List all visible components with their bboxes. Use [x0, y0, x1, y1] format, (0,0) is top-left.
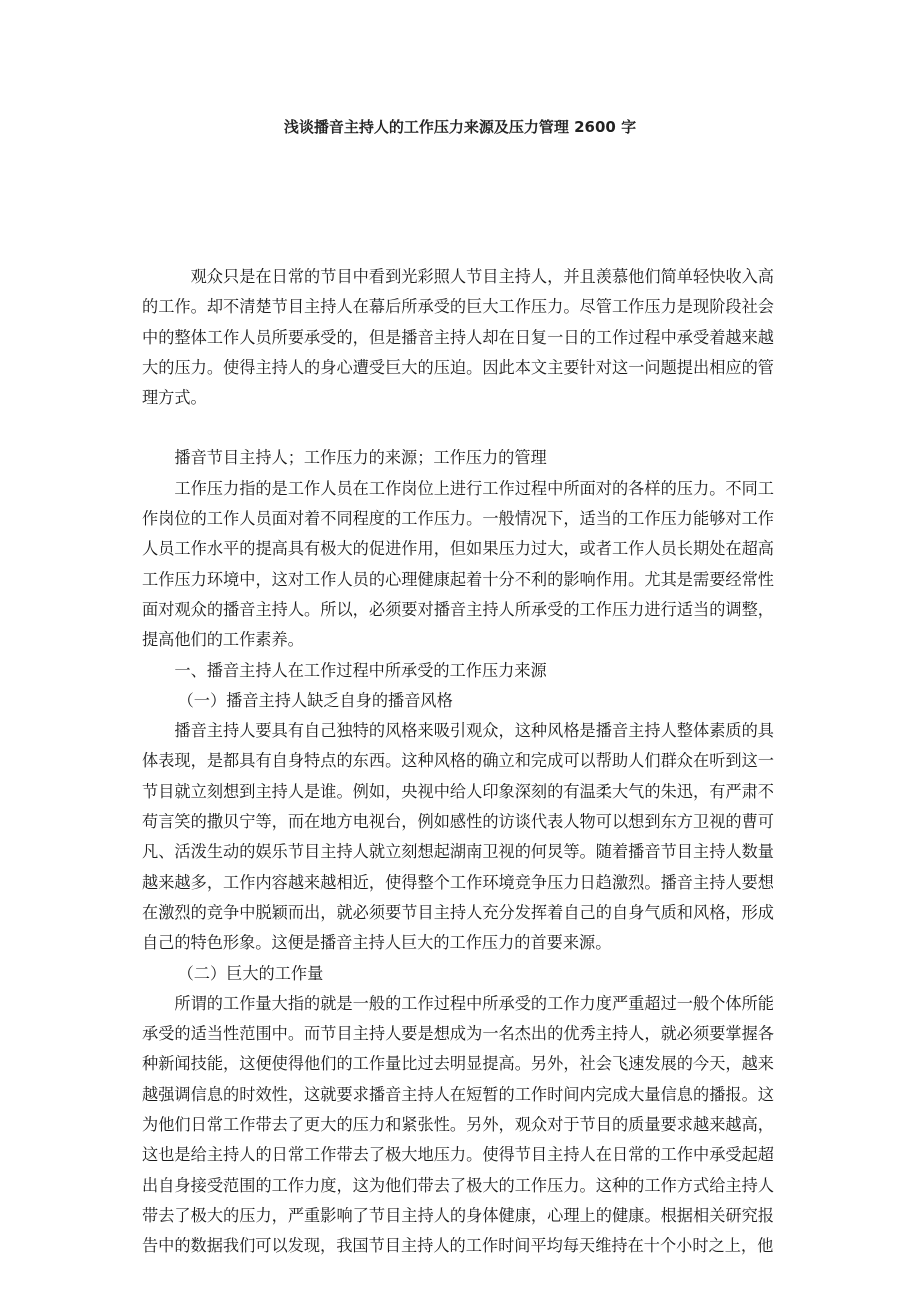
document-title: 浅谈播音主持人的工作压力来源及压力管理 2600 字 [283, 118, 637, 136]
subsection-heading-1: （一）播音主持人缺乏自身的播音风格 [177, 690, 453, 710]
subsection-2-paragraph: 所谓的工作量大指的就是一般的工作过程中所承受的工作力度严重超过一般个体所能承受的适当性范围中。而节目主持人要是想成为一名杰出的优秀主持人，就必须要掌握各种新闻技能，这便使得他们的工作量比过去明显提高。另外，社会飞速发展的今天，越来越强调信息的时效性，这就要求播音主持人在短暂的工作时间内完成大量信息的播报。这为他们日常工作带去了更大的压力和紧张性。另外，观众对于节目的质量要求越来越高，这也是给主持人的日常工作带去了极大地压力。使得节目主持人在日常的工作中承受起超出自身接受范围的工作力度，这为他们带去了极大的工作压力。这种的工作方式给主持人带去了极大的压力，严重影响了节目主持人的身体健康，心理上的健康。根据相关研究报告中的数据我们可以发现，我国节目主持人的工作时间平均每天维持在十个小时之上，他 [142, 993, 774, 1256]
abstract-paragraph: 观众只是在日常的节目中看到光彩照人节目主持人，并且羡慕他们简单轻快收入高的工作。却不清楚节目主持人在幕后所承受的巨大工作压力。尽管工作压力是现阶段社会中的整体工作人员所要承受的，但是播音主持人却在日复一日的工作过程中承受着越来越大的压力。使得主持人的身心遭受巨大的压迫。因此本文主要针对这一问题提出相应的管理方式。 [142, 267, 774, 408]
section-heading: 一、播音主持人在工作过程中所承受的工作压力来源 [174, 660, 547, 680]
intro-paragraph: 工作压力指的是工作人员在工作岗位上进行工作过程中所面对的各样的压力。不同工作岗位的工作人员面对着不同程度的工作压力。一般情况下，适当的工作压力能够对工作人员工作水平的提高具有极大的促进作用，但如果压力过大，或者工作人员长期处在超高工作压力环境中，这对工作人员的心理健康起着十分不利的影响作用。尤其是需要经常性面对观众的播音主持人。所以，必须要对播音主持人所承受的工作压力进行适当的调整，提高他们的工作素养。 [142, 478, 774, 650]
document-body [142, 262, 774, 1262]
subsection-1-paragraph: 播音主持人要具有自己独特的风格来吸引观众，这种风格是播音主持人整体素质的具体表现，是都具有自身特点的东西。这种风格的确立和完成可以帮助人们群众在听到这一节目就立刻想到主持人是谁。例如，央视中给人印象深刻的有温柔大气的朱迅，有严肃不苟言笑的撒贝宁等，而在地方电视台，例如感性的访谈代表人物可以想到东方卫视的曹可凡、活泼生动的娱乐节目主持人就立刻想起湖南卫视的何炅等。随着播音节目主持人数量越来越多，工作内容越来越相近，使得整个工作环境竞争压力日趋激烈。播音主持人要想在激烈的竞争中脱颖而出，就必须要节目主持人充分发挥着自己的自身气质和风格，形成自己的特色形象。这便是播音主持人巨大的工作压力的首要来源。 [142, 721, 774, 953]
keywords-line: 播音节目主持人；工作压力的来源；工作压力的管理 [174, 448, 547, 468]
paragraph-gap [142, 413, 774, 443]
subsection-heading-2: （二）巨大的工作量 [177, 963, 324, 983]
